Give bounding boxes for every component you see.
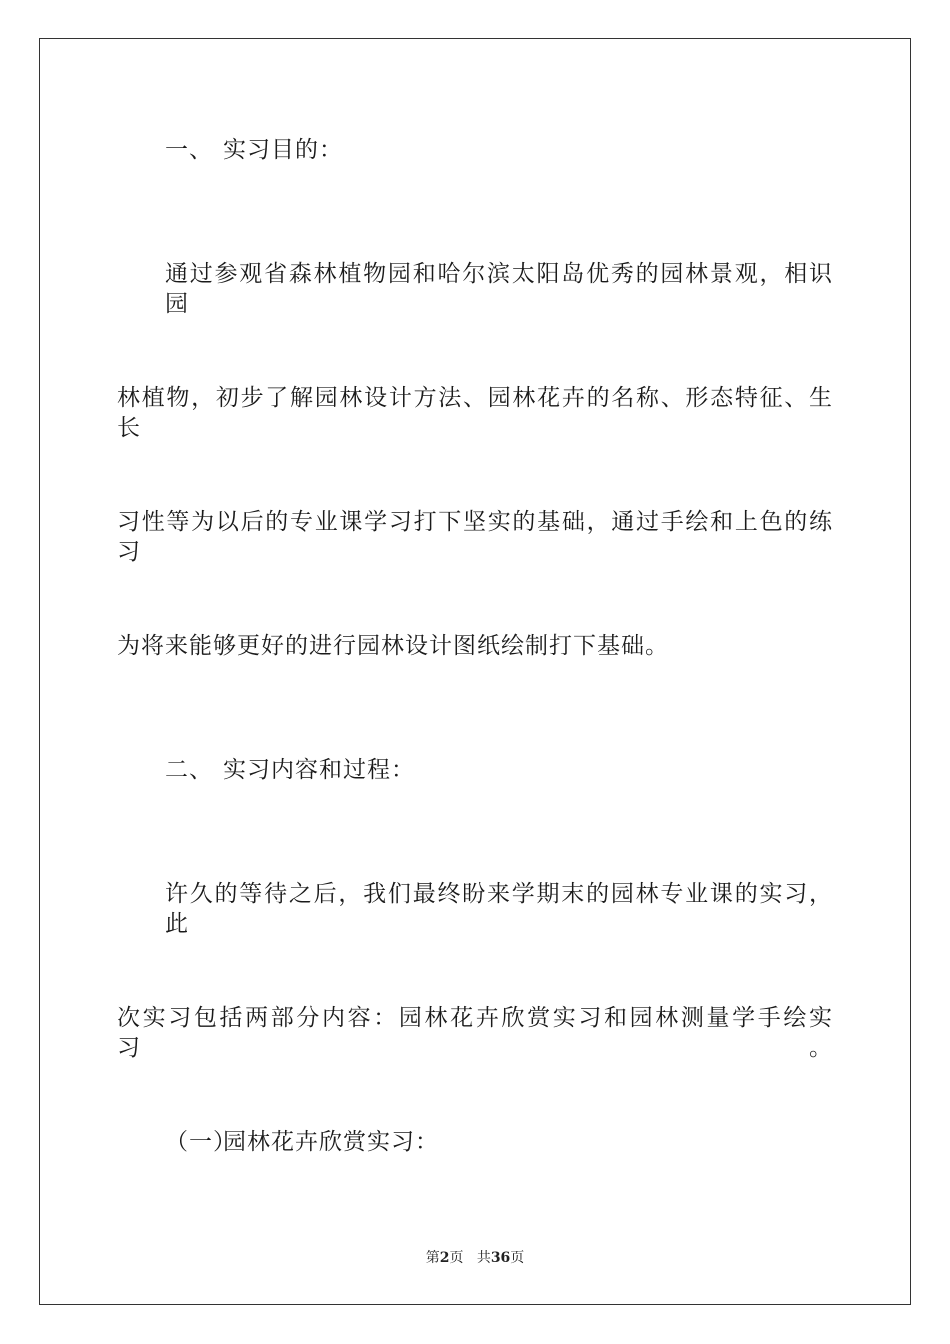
- total-prefix: 共: [476, 1250, 491, 1266]
- heading-number: 二、: [165, 757, 213, 783]
- page-border: [39, 38, 911, 1305]
- subsection-heading-1: [165, 1127, 881, 1157]
- paragraph-line: 为将来能够更好的进行园林设计图纸绘制打下基础。: [117, 633, 669, 659]
- paragraph-line: 次实习包括两部分内容：园林花卉欣赏实习和园林测量学手绘实习。: [117, 1005, 833, 1061]
- page-number: 2: [439, 1250, 450, 1266]
- heading-text: 实习目的：: [223, 137, 343, 163]
- paragraph-line: 林植物，初步了解园林设计方法、园林花卉的名称、形态特征、生长: [117, 385, 833, 441]
- page-prefix: 第: [425, 1250, 440, 1266]
- heading-number: 一、: [165, 137, 213, 163]
- heading-text: 园林花卉欣赏实习：: [223, 1129, 439, 1155]
- paragraph-line: 通过参观省森林植物园和哈尔滨太阳岛优秀的园林景观，相识园: [165, 261, 833, 317]
- total-suffix: 页: [510, 1250, 525, 1266]
- page-suffix: 页: [449, 1250, 464, 1266]
- page-footer: [0, 1247, 950, 1267]
- heading-number: （一）: [165, 1129, 237, 1155]
- paragraph-line: 许久的等待之后，我们最终盼来学期末的园林专业课的实习，此: [165, 881, 833, 937]
- section-heading-1: [165, 135, 881, 165]
- paragraph-line: 习性等为以后的专业课学习打下坚实的基础，通过手绘和上色的练习: [117, 509, 833, 565]
- total-pages: 36: [490, 1250, 511, 1266]
- section-heading-2: [165, 755, 881, 785]
- heading-text: 实习内容和过程：: [223, 757, 415, 783]
